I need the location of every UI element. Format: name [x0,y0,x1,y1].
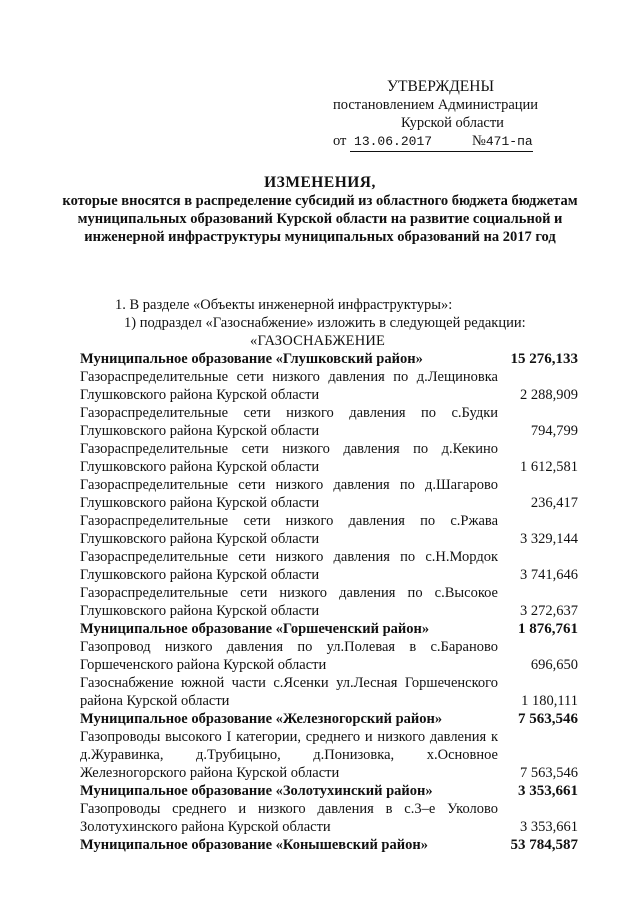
amount-value: 3 329,144 [520,531,578,547]
amount-value: 3 353,661 [518,783,578,799]
object-name: Газораспределительные сети низкого давления по д.Шагарово Глушковского района Курской области [80,477,498,511]
municipality-row [80,782,580,800]
object-row [80,638,580,674]
object-name: Газораспределительные сети низкого давления по с.Высокое Глушковского района Курской области [80,585,498,619]
municipality-row [80,836,580,854]
object-row [80,404,580,440]
municipality-name: Муниципальное образование «Железногорский район» [80,711,443,727]
object-row [80,476,580,512]
object-row [80,584,580,620]
municipality-row [80,710,580,728]
amount-value: 1 180,111 [521,693,578,709]
object-name: Газораспределительные сети низкого давления по д.Кекино Глушковского района Курской области [80,441,498,475]
amount-value: 3 272,637 [520,603,578,619]
object-name: Газораспределительные сети низкого давления по с.Ржава Глушковского района Курской области [80,513,498,547]
object-name: Газоснабжение южной части с.Ясенки ул.Лесная Горшеченского района Курской области [80,675,498,709]
municipality-row [80,620,580,638]
object-row [80,512,580,548]
approval-date-prefix: от [333,133,347,149]
object-row [80,548,580,584]
municipality-name: Муниципальное образование «Конышевский район» [80,837,428,853]
amount-value: 7 563,546 [518,711,578,727]
object-row [80,368,580,404]
object-row [80,440,580,476]
section-title: «ГАЗОСНАБЖЕНИЕ [250,333,386,349]
object-name: Газопроводы среднего и низкого давления в с.3–е Уколово Золотухинского района Курской области [80,801,498,835]
document-title [60,174,580,246]
amount-value: 696,650 [530,657,578,673]
approval-heading: УТВЕРЖДЕНЫ [387,78,494,95]
approval-date: 13.06.2017 [354,134,433,149]
approval-line-2: Курской области [401,115,504,131]
object-name: Газораспределительные сети низкого давления по с.Будки Глушковского района Курской области [80,405,498,439]
amount-value: 236,417 [530,495,578,511]
intro-paragraph-1: 1. В разделе «Объекты инженерной инфраструктуры»: [115,297,453,313]
municipality-name: Муниципальное образование «Глушковский район» [80,351,423,367]
amount-value: 7 563,546 [520,765,578,781]
approval-block [333,78,573,152]
title-subtitle: которые вносятся в распределение субсидий из областного бюджета бюджетам муниципальных образований Курской области на развитие социальной и инженерной инфраструктуры муниципальных образований на 2017 год [62,193,578,245]
municipality-name: Муниципальное образование «Горшеченский район» [80,621,430,637]
amount-value: 3 353,661 [520,819,578,835]
intro-paragraph-2: 1) подраздел «Газоснабжение» изложить в следующей редакции: [124,315,526,331]
subsidy-list [80,350,580,854]
object-name: Газопроводы высокого I категории, среднего и низкого давления к д.Журавинка, д.Трубицыно, д.Понизовка, х.Основное Железногорского района Курской области [80,729,498,781]
amount-value: 53 784,587 [510,837,578,853]
approval-line-1: постановлением Администрации [333,97,539,113]
amount-value: 1 612,581 [520,459,578,475]
object-name: Газораспределительные сети низкого давления по с.Н.Мордок Глушковского района Курской области [80,549,498,583]
amount-value: 2 288,909 [520,387,578,403]
amount-value: 15 276,133 [510,351,578,367]
amount-value: 3 741,646 [520,567,578,583]
object-row [80,674,580,710]
approval-number: 471-па [485,134,533,149]
approval-date-line [333,132,573,152]
title-main: ИЗМЕНЕНИЯ, [264,174,376,191]
approval-number-prefix: № [472,133,486,149]
municipality-name: Муниципальное образование «Золотухинский район» [80,783,433,799]
object-name: Газораспределительные сети низкого давления по д.Лещиновка Глушковского района Курской области [80,369,498,403]
object-name: Газопровод низкого давления по ул.Полевая в с.Бараново Горшеченского района Курской области [80,639,498,673]
object-row [80,800,580,836]
amount-value: 794,799 [530,423,578,439]
object-row [80,728,580,782]
amount-value: 1 876,761 [518,621,578,637]
municipality-row [80,350,580,368]
